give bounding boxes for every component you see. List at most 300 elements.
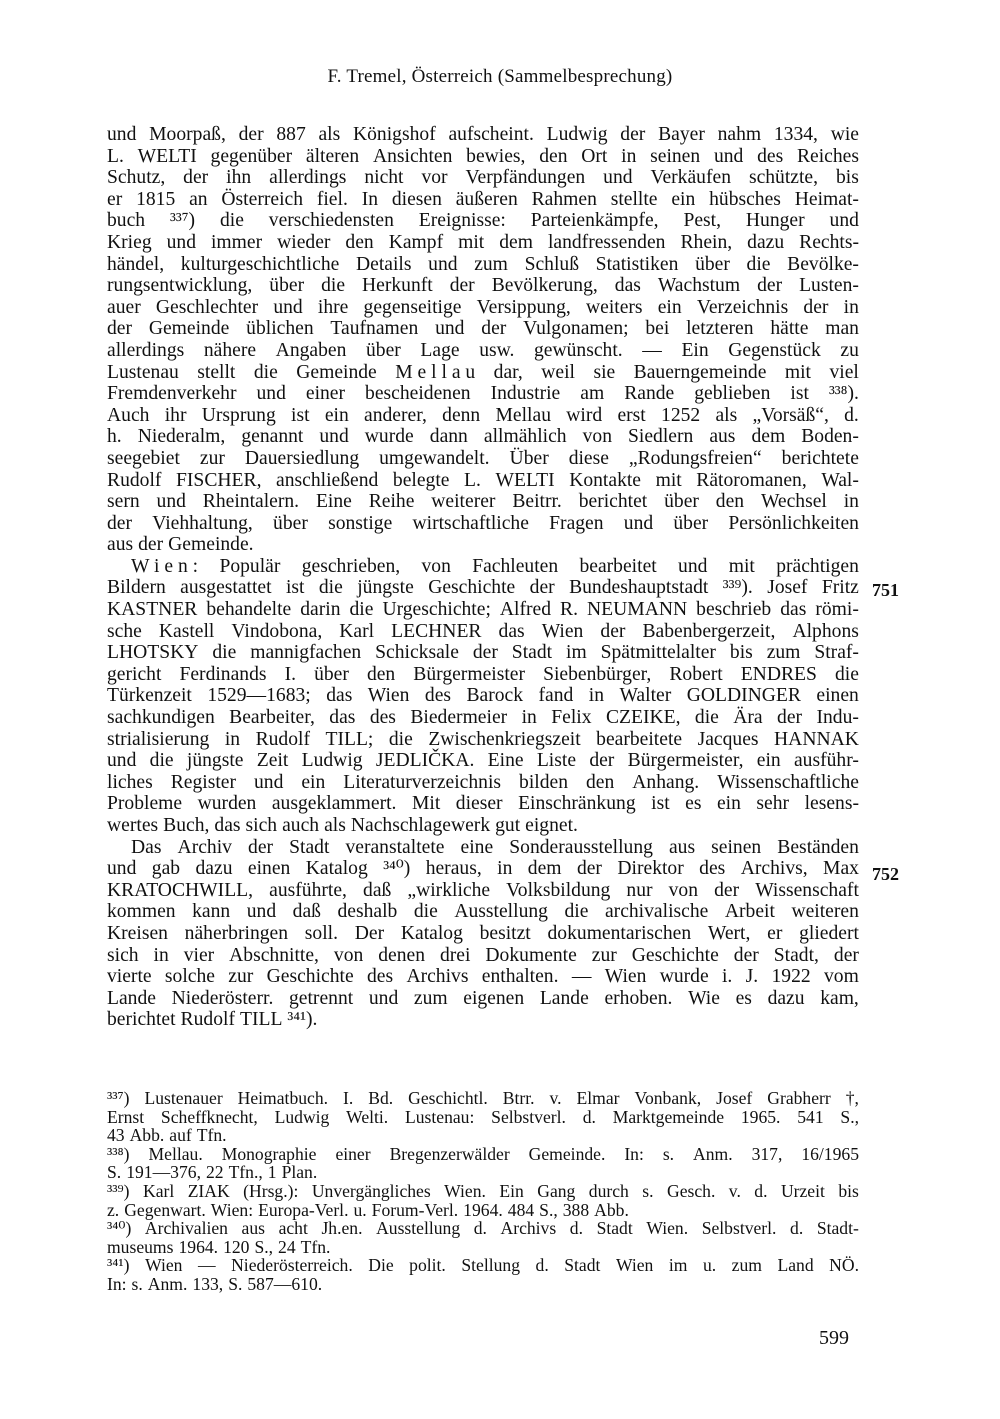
word: hübsches [709,188,781,210]
word: und [273,296,303,318]
word: Felix [551,707,592,729]
word: drei [439,944,471,966]
word: stellte [610,188,658,210]
word: Ludwig [546,124,608,145]
footnote-line [107,1089,859,1108]
word: ein [756,750,781,772]
word: man [825,318,859,340]
footnote-word: s. [131,1273,143,1294]
word: Rätoromanen, [696,469,807,491]
word: Bürgermeister [413,663,526,685]
word: älteren [305,145,360,167]
text-line [107,707,859,729]
word: Rahmen [531,188,597,210]
word: In [361,188,379,210]
word: ³⁴⁰) [383,858,411,880]
word: dazu [195,858,233,880]
footnote-word: d. [473,1218,487,1239]
word: gegenseitige [363,296,462,318]
word: kann [192,901,231,923]
word: eine [460,836,494,858]
word: CZEIKE, [605,707,681,729]
word: Bildern [107,577,166,599]
word: daß [292,901,321,923]
word: Katalog [305,858,368,880]
footnote-word: — [197,1255,216,1276]
word: der [107,512,133,534]
word: Wal- [821,469,859,491]
word: das [498,620,525,642]
word: fand [538,685,574,707]
word: buch [107,210,146,232]
word: Ursprung [201,404,276,426]
word: geschrieben, [301,555,401,577]
word: 887 [276,124,306,145]
word: Einschränkung [518,793,636,815]
word: und [253,771,284,793]
word: und [435,318,465,340]
word: Rechts- [799,231,859,253]
word: auer [107,296,141,318]
footnote-word: Mellau. [148,1143,203,1164]
word: Geschichte [428,577,516,599]
word: Moorpaß, [149,124,226,145]
text-line [107,577,859,599]
word: sie [593,361,616,383]
word: er [107,188,123,210]
word: erhoben. [604,987,673,1009]
text-line [107,772,859,794]
word: die [694,707,719,729]
footnote-word: Land [777,1255,814,1276]
word: ³³⁷) [169,210,196,232]
word: Josef [767,577,808,599]
footnote-word: v. [549,1088,562,1108]
word: als [715,404,738,426]
word: ein [716,793,741,815]
word: Stadt [289,836,330,858]
word: Nachschlagewerk [350,815,491,836]
word: Wechsel [760,491,827,513]
word: er [767,922,783,944]
word: Bevölke- [787,253,859,275]
word: weil [541,361,575,383]
word: die [746,253,771,275]
footnote-word: Grabherr [767,1088,831,1108]
word: Walter [619,685,672,707]
word: i. [721,966,733,988]
word: dazu [767,987,805,1009]
footnote-word: Wien. [444,1180,486,1201]
word: belegte [392,469,450,491]
word: sich [107,944,139,966]
footnote-word: ³⁴¹) [107,1255,130,1276]
word: in [588,685,605,707]
word: und [256,383,286,405]
word: Rudolf [107,469,162,491]
word: Rudolf [180,1009,235,1031]
word: am [580,383,605,405]
footnote-word: d. [790,1218,804,1239]
word: ein [324,404,349,426]
footnote-word: In: [624,1143,644,1164]
word: der [576,858,602,880]
word: und [319,426,349,448]
footnote-line [107,1275,859,1294]
word: geblieben [694,383,771,405]
footnote-word: Scheffknecht, [160,1106,258,1127]
word: Über [509,447,549,469]
word: der [481,318,507,340]
footnote-word: durch [588,1180,629,1201]
footnote-word: acht [278,1218,308,1239]
word: beschrieb [696,599,772,621]
word: Wert, [707,922,751,944]
word: berichtete [781,447,859,469]
word: des [424,685,452,707]
word: Boden- [801,426,859,448]
word: Fritz [821,577,859,599]
footnote-word: bis [838,1180,859,1201]
word: viel [829,361,859,383]
footnote-word: 484 [507,1199,535,1220]
word: weiters [585,296,643,318]
word: ausführte, [269,879,347,901]
text-line [107,858,859,880]
word: auch [282,815,320,836]
word: weiteren [791,901,859,923]
word: der [714,879,740,901]
word: 1815 [136,188,176,210]
word: Wachstum [657,275,741,297]
word: ein [671,188,696,210]
word: Stadt, [773,944,819,966]
word: die [321,275,346,297]
word: Alphons [792,620,859,642]
word: weiterer [431,491,496,513]
word: gab [151,858,181,880]
body-text [107,124,859,1031]
word: des [757,145,784,167]
margin-number-752: 752 [872,864,899,884]
text-line [107,923,859,945]
word: die [564,901,589,923]
footnote-word: Wien [145,1255,183,1276]
word: und [107,750,137,772]
word: TILL; [325,728,374,750]
footnote-word: zum [731,1255,762,1276]
word: letzteren [686,318,754,340]
footnote-word: Tfn. [300,1236,331,1257]
word: Babenbergerzeit, [642,620,776,642]
word: ihn [226,167,252,189]
word: wird [566,404,603,426]
word: Dauersiedlung [244,447,360,469]
word: dazu [747,231,785,253]
word: dann [429,426,468,448]
word: den [715,491,745,513]
text-line [107,534,859,556]
word: gericht [107,663,162,685]
word: Archivs [406,966,469,988]
footnote-word: Ein [499,1180,524,1201]
word: dieser [455,793,503,815]
word: ihr [164,404,187,426]
footnote-word: 1965. [740,1106,781,1127]
word: bescheidenen [365,383,471,405]
word: rungsentwicklung, [107,275,253,297]
word: Versippung, [476,296,571,318]
word: die [212,642,237,664]
footnote-word: Bd. [368,1088,394,1108]
word: Rande [624,383,675,405]
word: sachkundigen [107,707,215,729]
word: Kastell [158,620,215,642]
word: kam, [820,987,859,1009]
word: nähere [203,339,257,361]
word: veranstaltete [345,836,445,858]
word: nur [626,879,653,901]
text-line [107,146,859,168]
word: aufscheint. [448,124,534,145]
word: vier [183,944,215,966]
word: landfressenden [547,231,666,253]
word: Jacques [697,728,759,750]
footnote-line [107,1238,859,1257]
footnote-word: 43 [107,1125,125,1146]
word: von [333,944,364,966]
footnote-word: Europa-Verl. [258,1199,349,1220]
word: ist [285,577,305,599]
word: vom [823,966,859,988]
word: Taufnamen [330,318,419,340]
word: Eine [315,491,352,513]
word: und [107,858,137,880]
word: Parteienkämpfe, [530,210,659,232]
word: Wien [541,620,584,642]
footnote-word: Gegenwart. [124,1199,206,1220]
text-line [107,1009,859,1031]
text-line [107,426,859,448]
word: L. [107,145,124,167]
footnote-word: Lustenau: [404,1106,475,1127]
word: ein [657,296,682,318]
word: Der [354,922,385,944]
text-line [107,988,859,1010]
word: Ereignisse: [418,210,506,232]
word: und [603,167,633,189]
text-line [107,599,859,621]
word: der [238,124,264,145]
word: der [777,707,803,729]
footnote-word: d. [569,1218,583,1239]
text-line [107,124,859,146]
word: ist [291,404,310,426]
text-line [107,880,859,902]
word: Wie [688,987,720,1009]
word: in [843,491,859,513]
word: Industrie [490,383,561,405]
word: bis [835,167,859,189]
footnote-word: 120 [223,1236,250,1257]
word: und [107,124,137,145]
footnote-word: S. [107,1162,122,1183]
text-line [107,297,859,319]
footnote-word: Die [368,1255,394,1276]
word: ausführ- [793,750,859,772]
word: Karl [339,620,375,642]
word: — [571,966,592,988]
footnote-word: Gang [537,1180,576,1201]
word: Schutz, [107,167,166,189]
word: darin [300,599,341,621]
word: ein [301,771,326,793]
word: der [138,534,164,556]
footnote-word: Anm. [693,1143,733,1164]
word: Katalog [400,922,463,944]
footnote-word: 1 [267,1162,277,1183]
word: Geschlechter [155,296,259,318]
word: Persönlichkeiten [728,512,859,534]
word: stellt [197,361,236,383]
word: Indu- [816,707,859,729]
word: sche [107,620,142,642]
word: Bürgermeister, [627,750,744,772]
word: über [366,339,401,361]
word: sehr [756,793,790,815]
word: in [621,145,637,167]
word: gut [495,815,521,836]
footnote-word: z. [107,1199,120,1220]
word: Eine [487,750,524,772]
word: mit [655,469,682,491]
footnote-word: S. [228,1273,243,1294]
word: Zeit [256,750,289,772]
footnote-word: Abb. [129,1125,165,1146]
footnote-word: Josef [716,1088,753,1108]
word: Statistiken [595,253,679,275]
word: Das [131,836,162,858]
word: Wissenschaft [755,879,859,901]
footnote-word: im [668,1255,688,1276]
footnote-line [107,1108,859,1127]
word: immer [210,231,263,253]
word: allmählich [483,426,567,448]
word: umgewandelt. [379,447,490,469]
word: Bearbeiter, [229,707,315,729]
word: „Rodungsfreien“ [628,447,762,469]
word: sonstige [328,512,393,534]
text-line [107,491,859,513]
word: vor [421,167,448,189]
text-line [107,189,859,211]
footnote-word: einer [335,1143,371,1164]
word: prächtigen [776,555,859,577]
word: über [314,663,349,685]
footnote-word: Wien: [210,1199,254,1220]
text-line [107,448,859,470]
word: der [248,836,274,858]
word: als [324,815,346,836]
word: Archivs, [740,858,808,880]
word: wie [830,124,859,145]
word: 1922 [771,966,811,988]
word: gliedert [799,922,859,944]
word: Biedermeier [410,707,508,729]
footnote-word: Gemeinde. [528,1143,606,1164]
footnote-word: Unvergängliches [311,1180,431,1201]
footnote-word: 1964. [178,1236,219,1257]
word: Niederalm, [137,426,226,448]
word: Straf- [814,642,859,664]
word: mannigfachen [250,642,362,664]
word: der [733,944,759,966]
word: „wirkliche [407,879,491,901]
footnote-line [107,1201,859,1220]
footnote-word: S., [539,1199,558,1220]
word: Fremdenverkehr [107,383,237,405]
word: die [253,361,278,383]
word: Wien [367,685,410,707]
word: allerdings [269,167,347,189]
word: bei [645,318,670,340]
word: jüngste [357,577,414,599]
word: bis [729,642,753,664]
footnote-word: Anm. [147,1273,188,1294]
word: Bayer [658,124,705,145]
footnote-word: Gesch. [666,1180,716,1201]
page-number: 599 [819,1327,849,1349]
word: das [326,685,353,707]
word: über [673,512,709,534]
word: kommen [107,901,176,923]
word: der [472,642,498,664]
word: seinen [711,836,762,858]
word: Stadt [511,642,553,664]
word: wirtschaftliche [412,512,529,534]
word: genannt [241,426,304,448]
word: I. [284,663,297,685]
footnote-word: Karl [142,1180,175,1201]
word: Literaturverzeichnis [343,771,502,793]
footnote-word: Heimatbuch. [237,1088,329,1108]
word: solche [164,966,215,988]
text-line [107,405,859,427]
footnote-word: 191—376, [126,1162,201,1183]
word: Gemeinde. [168,534,254,556]
word: liches [107,771,153,793]
word: d. [844,404,859,426]
word: eignet. [525,815,578,836]
word: Schluß [524,253,580,275]
word: der [757,275,783,297]
word: getrennt [289,987,354,1009]
word: Urgeschichte; [382,599,491,621]
word: Volksbildung [506,879,611,901]
word: der [803,296,829,318]
word: Hunger [745,210,805,232]
word: ENDRES [740,663,817,685]
word: wertes [107,815,159,836]
word: über [664,491,699,513]
word: zum [766,642,801,664]
word: Beitrr. [512,491,562,513]
word: anderer, [364,404,427,426]
footnote-word: Abb. [594,1199,629,1220]
word: und [166,231,196,253]
word: Geschichte [266,966,354,988]
text-line [107,254,859,276]
